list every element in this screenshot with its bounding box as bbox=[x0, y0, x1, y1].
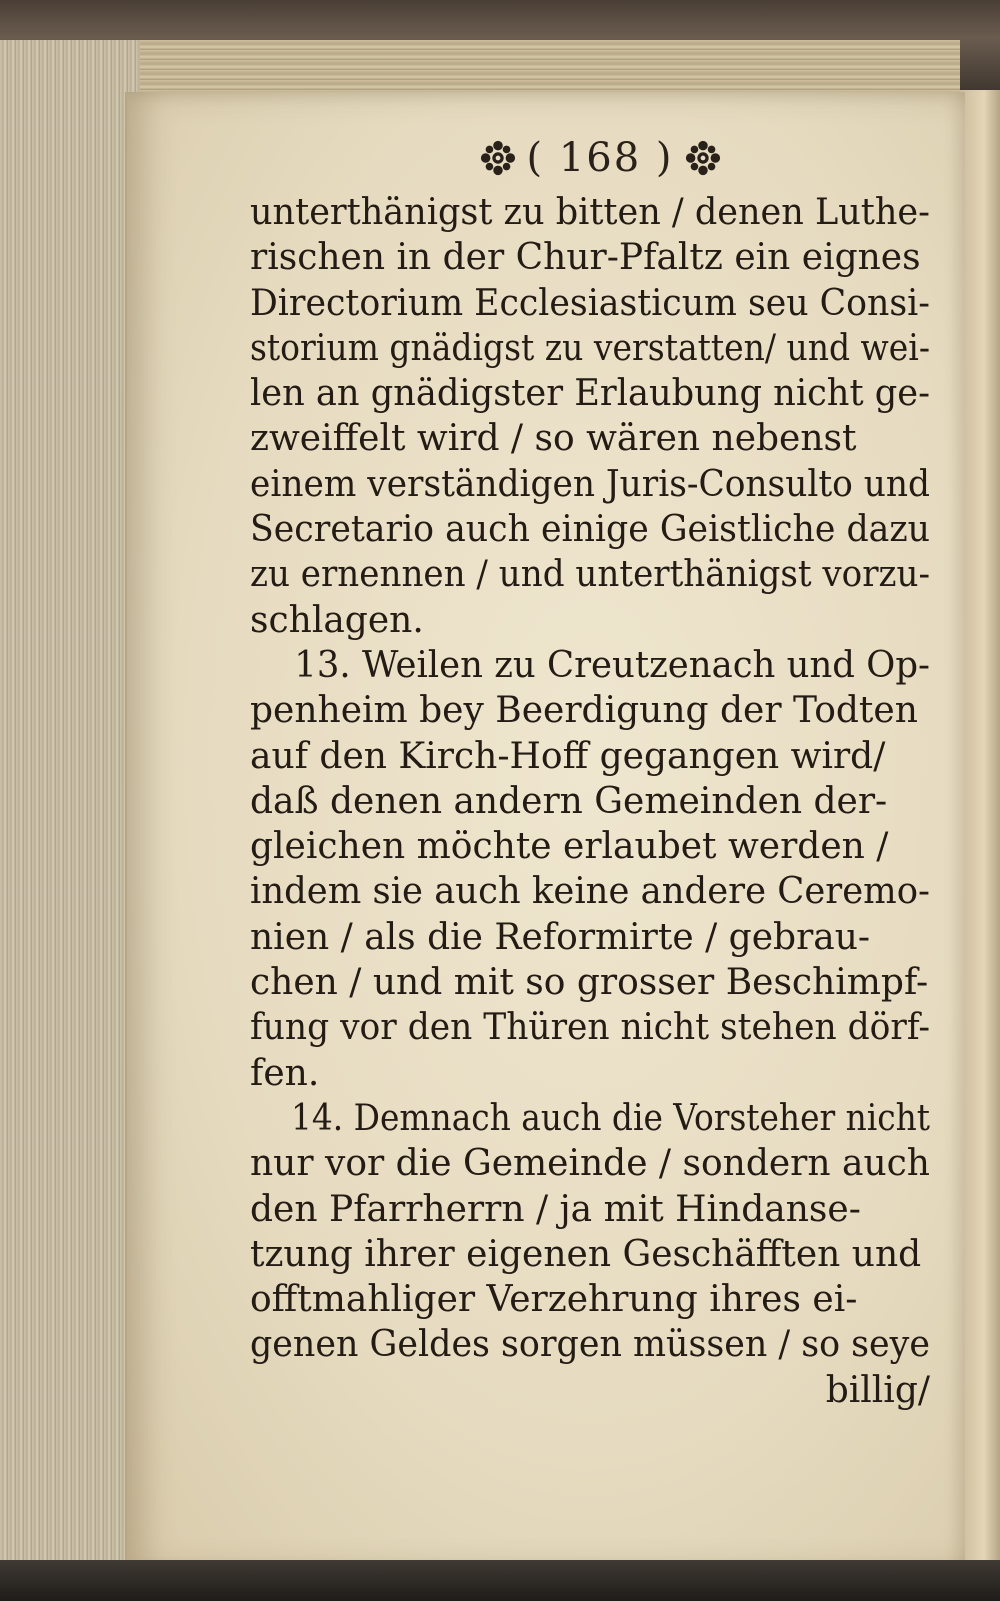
page-edge-right bbox=[960, 90, 1000, 1590]
text-line: zu ernennen / und unterthänigst vorzu- bbox=[250, 554, 930, 596]
text-line: schlagen. bbox=[250, 599, 424, 641]
text-line: Secretario auch einige Geistliche dazu bbox=[250, 509, 930, 551]
flower-ornament-icon bbox=[479, 139, 517, 177]
text-line: fung vor den Thüren nicht stehen dörf- bbox=[250, 1007, 930, 1049]
text-line: nien / als die Reformirte / gebrau- bbox=[250, 916, 871, 958]
paragraph-14-start: 14. Demnach auch die Vorsteher nicht bbox=[291, 1097, 930, 1139]
text-line: offtmahliger Verzehrung ihres ei- bbox=[250, 1279, 858, 1321]
text-line: auf den Kirch-Hoff gegangen wird/ bbox=[250, 735, 886, 777]
catchword: billig/ bbox=[825, 1369, 930, 1411]
page-text bbox=[250, 190, 930, 1413]
text-line: den Pfarrherrn / ja mit Hindanse- bbox=[250, 1188, 861, 1230]
text-line: einem verständigen Juris-Consulto und bbox=[250, 463, 930, 505]
text-line: daß denen andern Gemeinden der- bbox=[250, 780, 888, 822]
flower-ornament-icon bbox=[684, 139, 722, 177]
page-edges-left bbox=[0, 40, 140, 1560]
text-line: indem sie auch keine andere Ceremo- bbox=[250, 871, 930, 913]
text-line: unterthänigst zu bitten / denen Luthe- bbox=[250, 192, 930, 233]
text-line: rischen in der Chur-Pfaltz ein eignes bbox=[250, 237, 921, 279]
text-line: chen / und mit so grosser Beschimpf- bbox=[250, 962, 929, 1004]
text-line: storium gnädigst zu verstatten/ und wei- bbox=[250, 327, 930, 369]
bottom-shadow bbox=[0, 1560, 1000, 1601]
text-line: len an gnädigster Erlaubung nicht ge- bbox=[250, 373, 930, 415]
text-line: tzung ihrer eigenen Geschäfften und bbox=[250, 1233, 922, 1275]
page-number: ( 168 ) bbox=[526, 135, 674, 181]
text-line: nur vor die Gemeinde / sondern auch bbox=[250, 1143, 930, 1185]
text-line: genen Geldes sorgen müssen / so seye bbox=[250, 1324, 930, 1366]
paragraph-13-start: 13. Weilen zu Creutzenach und Op- bbox=[294, 644, 930, 686]
text-line: Directorium Ecclesiasticum seu Consi- bbox=[250, 282, 930, 324]
page-header bbox=[465, 130, 735, 186]
text-line: fen. bbox=[250, 1052, 320, 1094]
text-line: gleichen möchte erlaubet werden / bbox=[250, 826, 889, 868]
text-line: penheim bey Beerdigung der Todten bbox=[250, 690, 918, 732]
text-line: zweiffelt wird / so wären nebenst bbox=[250, 418, 857, 460]
